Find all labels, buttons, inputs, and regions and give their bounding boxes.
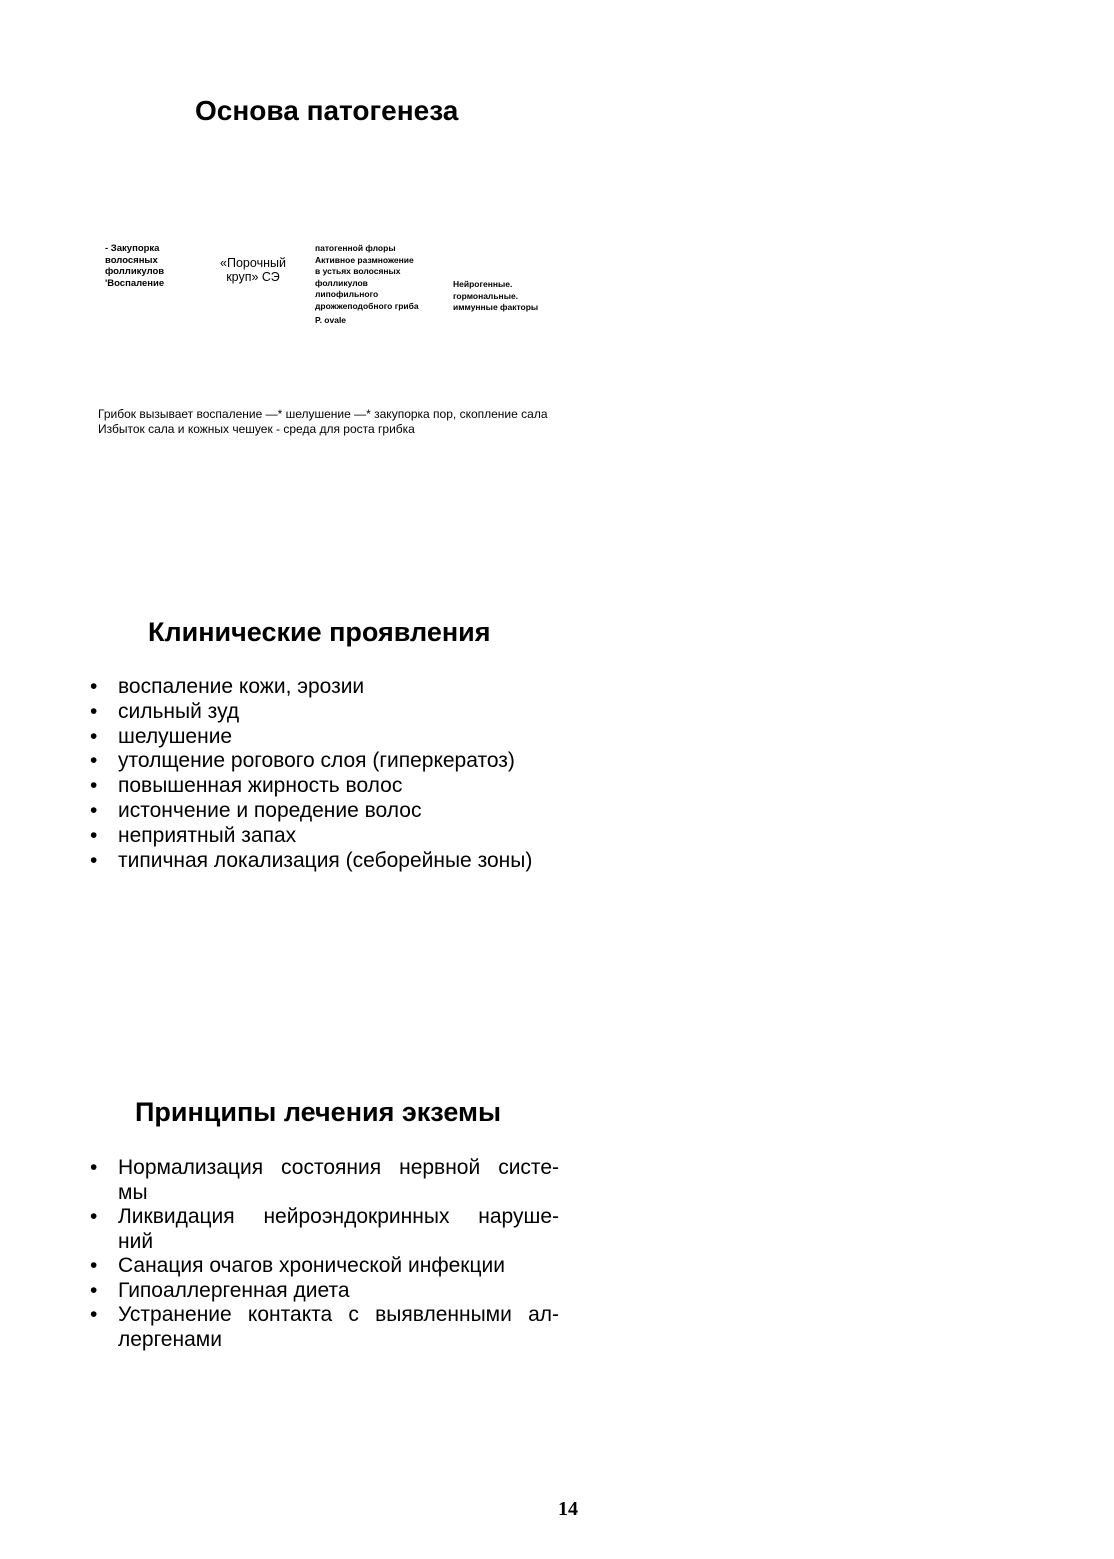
diagram-text: в устьях волосяных (315, 266, 401, 276)
diagram-text: - Закупорка (105, 243, 160, 254)
pathogenesis-chain (98, 407, 548, 437)
bullet-icon: • (90, 848, 98, 872)
list-item-text: неприятный запах (118, 823, 297, 847)
section-title-pathogenesis: Основа патогенеза (195, 95, 459, 126)
bullet-icon: • (90, 798, 98, 822)
list-item-text: воспаление кожи, эрозии (118, 675, 365, 698)
list-item-text: типичная локализация (себорейные зоны) (118, 848, 533, 872)
list-item (90, 849, 610, 874)
list-item (90, 1303, 559, 1352)
section-title-clinical: Клинические проявления (148, 617, 491, 647)
list-item-text: Устранение контакта с выявленными ал- (118, 1303, 559, 1326)
bullet-icon: • (90, 774, 98, 798)
clinical-list (90, 675, 610, 873)
list-item (90, 774, 610, 799)
list-item-text: Нормализация состояния нервной систе- (118, 1156, 559, 1179)
list-item (90, 1156, 559, 1205)
treatment-list (90, 1156, 559, 1352)
bullet-icon: • (90, 1278, 98, 1302)
diagram-text: иммунные факторы (453, 302, 539, 312)
diagram-text: липофильного (315, 289, 379, 299)
list-item-text: Санация очагов хронической инфекции (118, 1254, 505, 1277)
list-item (90, 675, 610, 700)
list-item-text: истончение и поредение волос (118, 798, 422, 822)
diagram-text: Нейрогенные. (453, 279, 513, 289)
bullet-icon: • (90, 1303, 98, 1326)
list-item (90, 749, 610, 774)
list-item-text: Ликвидация нейроэндокринных наруше- (118, 1205, 559, 1228)
bullet-icon: • (90, 724, 98, 748)
diagram-block-factors (453, 279, 563, 314)
chain-line: Избыток сала и кожных чешуек - среда для роста грибка (98, 422, 415, 436)
diagram-text: круп» СЭ (226, 270, 280, 284)
bullet-icon: • (90, 1156, 98, 1179)
diagram-text: 'Воспаление (105, 277, 165, 289)
section-title-treatment: Принципы лечения экземы (135, 1097, 502, 1127)
list-item-text-continued: мы (118, 1180, 148, 1204)
diagram-text-ovale: P. ovale (315, 315, 347, 325)
list-item (90, 1205, 559, 1254)
page-number: 14 (558, 1498, 578, 1520)
list-item-text: сильный зуд (118, 699, 240, 723)
chain-line: Грибок вызывает воспаление —* шелушение —* закупорка пор, скопление сала (98, 407, 548, 421)
diagram-block-flora (315, 243, 440, 327)
list-item (90, 1279, 559, 1304)
bullet-icon: • (90, 1254, 98, 1277)
diagram-text: гормональные. (453, 290, 519, 301)
list-item (90, 799, 610, 824)
list-item-text-continued: лергенами (118, 1327, 222, 1351)
bullet-icon: • (90, 675, 98, 698)
diagram-block-vicious-circle (212, 256, 294, 284)
diagram-text: фолликулов (105, 266, 165, 277)
list-item (90, 725, 610, 750)
list-item (90, 824, 610, 849)
list-item-text: утолщение рогового слоя (гиперкератоз) (118, 749, 515, 773)
bullet-icon: • (90, 699, 98, 723)
diagram-block-blockage (105, 243, 205, 289)
diagram-text: волосяных (105, 254, 158, 266)
bullet-icon: • (90, 823, 98, 847)
bullet-icon: • (90, 1205, 98, 1228)
diagram-text: «Порочный (220, 256, 286, 270)
bullet-icon: • (90, 749, 98, 773)
list-item-text-continued: ний (118, 1229, 154, 1253)
diagram-text: фолликулов (315, 277, 368, 288)
list-item (90, 700, 610, 725)
diagram-text: Активное размножение (315, 254, 414, 265)
list-item (90, 1254, 559, 1279)
diagram-text: дрожжеподобного гриба (315, 300, 419, 311)
list-item-text: шелушение (118, 724, 233, 748)
list-item-text: Гипоаллергенная диета (118, 1278, 350, 1302)
list-item-text: повышенная жирность волос (118, 774, 403, 798)
diagram-text: патогенной флоры (315, 243, 396, 253)
